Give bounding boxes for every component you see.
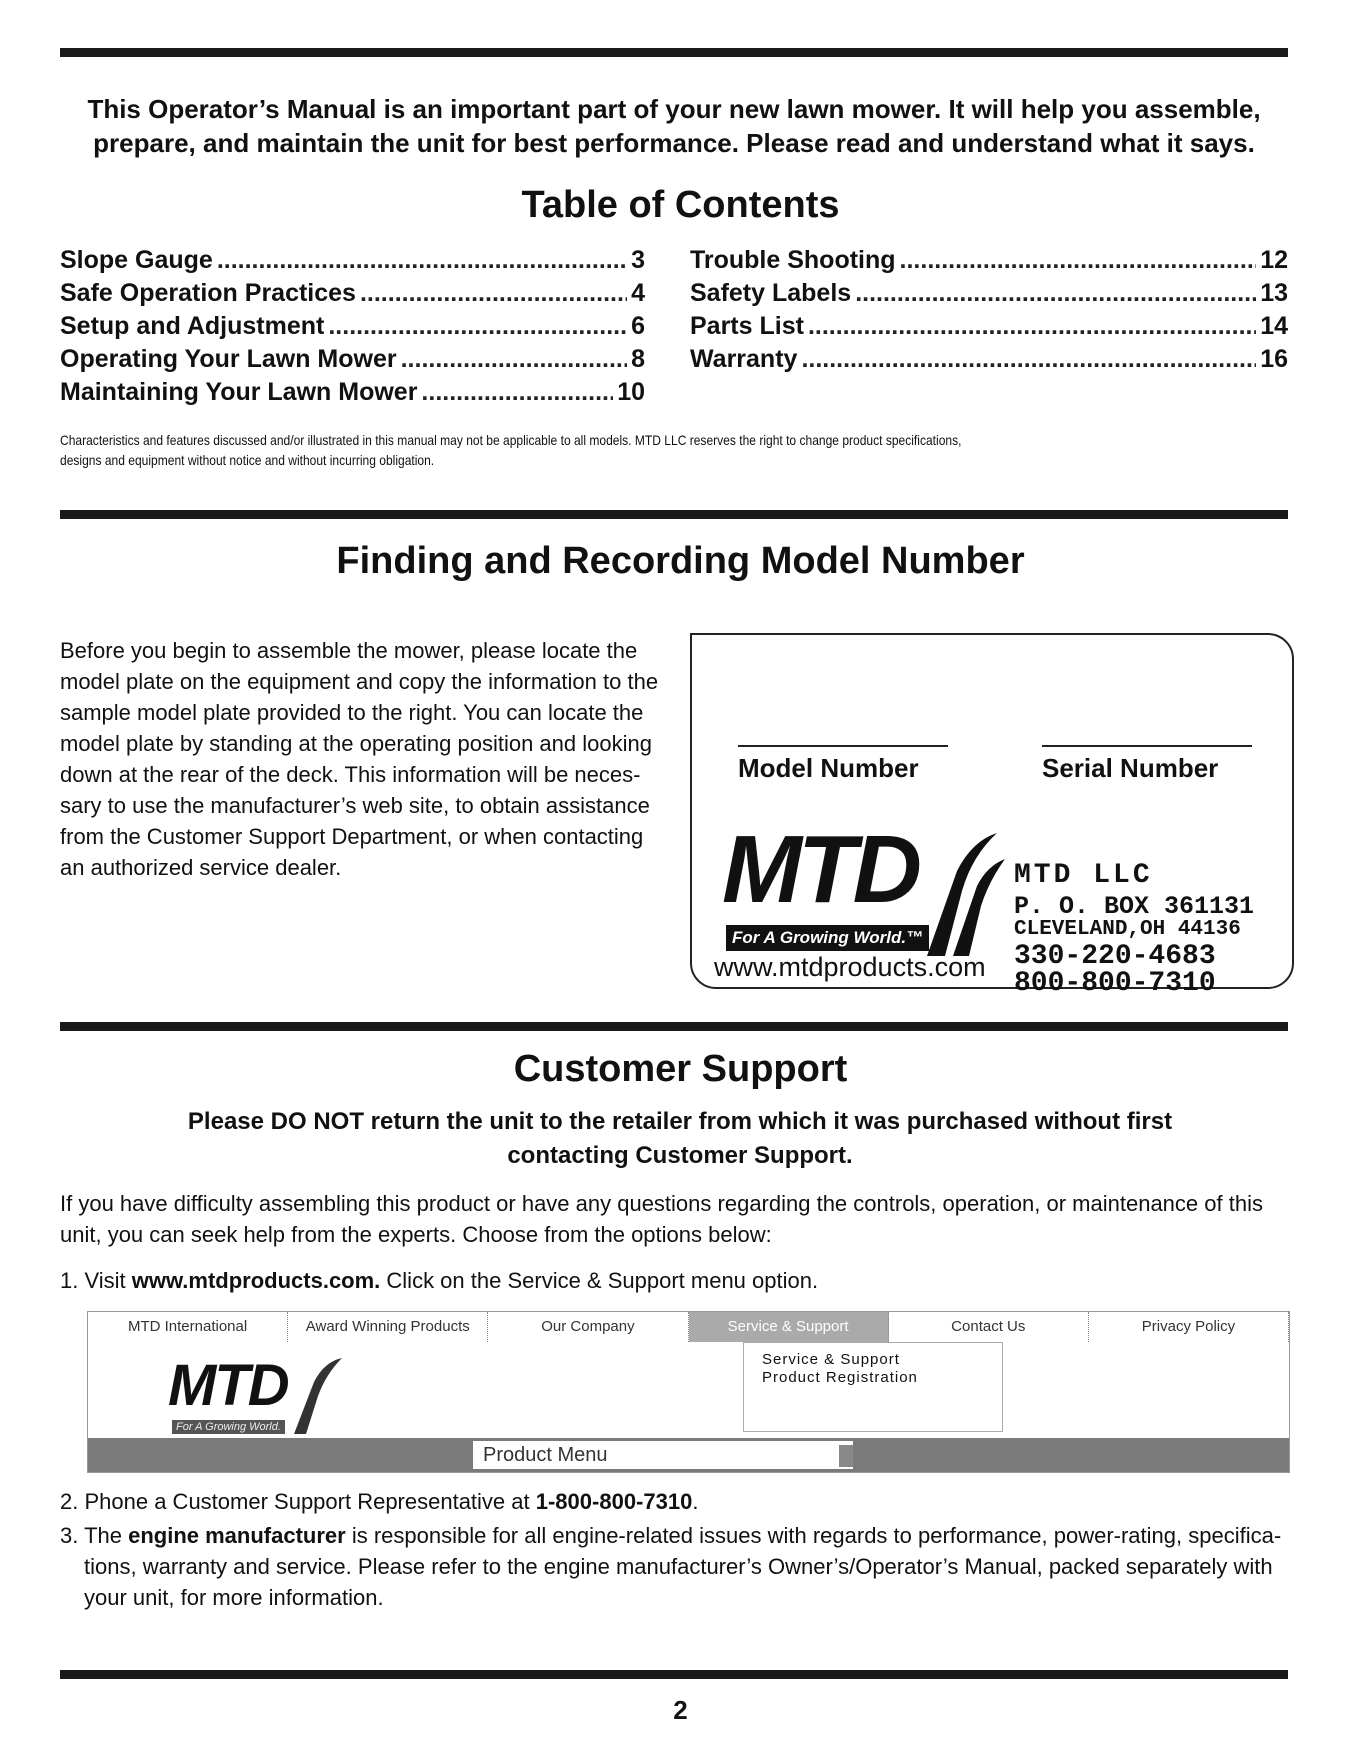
- toc-entry-label: Operating Your Lawn Mower: [60, 345, 397, 373]
- dropdown-item-registration[interactable]: Product Registration: [762, 1369, 918, 1386]
- toc-entry-page: 12: [1260, 246, 1288, 274]
- product-menu-bar: [88, 1438, 1289, 1472]
- toc-left-column: [60, 244, 645, 409]
- model-number-label: Model Number: [738, 753, 919, 783]
- nav-item-service-support[interactable]: Service & Support: [689, 1312, 889, 1342]
- toc-entry-page: 16: [1260, 345, 1288, 373]
- top-divider: [60, 48, 1288, 57]
- toc-entry-page: 6: [631, 312, 645, 340]
- engine-manufacturer-text: engine manufacturer: [128, 1523, 346, 1548]
- option-text: Phone a Customer Support Representative at: [84, 1489, 536, 1514]
- option-text: .: [692, 1489, 699, 1514]
- page-number: 2: [673, 1695, 688, 1725]
- paragraph-line: sary to use the manufacturer’s web site, to obtain assistance: [60, 793, 650, 818]
- paragraph-line: sample model plate provided to the right. You can locate the: [60, 700, 644, 725]
- list-number: 1.: [60, 1268, 79, 1293]
- customer-support-title: Customer Support: [513, 1048, 848, 1090]
- toc-entry-page: 10: [617, 378, 645, 406]
- nav-item-international[interactable]: MTD International: [88, 1312, 288, 1342]
- toc-entry[interactable]: [690, 310, 1288, 343]
- product-menu-label: Product Menu: [483, 1444, 608, 1466]
- paragraph-line: from the Customer Support Department, or when contacting: [60, 824, 644, 849]
- section-divider: [60, 1022, 1288, 1031]
- toc-entry-page: 14: [1260, 312, 1288, 340]
- website-nav: [88, 1312, 1289, 1342]
- support-option-3: [60, 1520, 1290, 1613]
- product-menu-select[interactable]: [473, 1441, 853, 1469]
- toc-entry-label: Maintaining Your Lawn Mower: [60, 378, 418, 406]
- toc-entry[interactable]: [690, 343, 1288, 376]
- mtd-tagline: For A Growing World.™: [726, 925, 929, 951]
- website-mtd-logo[interactable]: MTD: [168, 1353, 288, 1418]
- paragraph-line: model plate by standing at the operating position and looking: [60, 731, 652, 756]
- toc-entry-label: Slope Gauge: [60, 246, 213, 274]
- paragraph-line: If you have difficulty assembling this product or have any questions regarding the controls, operation, or maintenance of this: [60, 1191, 1263, 1216]
- intro-line: prepare, and maintain the unit for best performance. Please read and understand what it says.: [93, 128, 1255, 158]
- support-intro: [60, 1188, 1290, 1250]
- model-instructions: [60, 635, 660, 883]
- support-phone-number: 1-800-800-7310: [535, 1489, 693, 1514]
- intro-text: [60, 92, 1288, 160]
- toc-entry[interactable]: [60, 376, 645, 409]
- toc-right-column: [690, 244, 1288, 376]
- plate-phone-2: 800-800-7310: [1014, 968, 1216, 999]
- bottom-divider: [60, 1670, 1288, 1679]
- website-swoosh-icon: [288, 1356, 348, 1436]
- list-number: 3.: [60, 1523, 79, 1548]
- list-number: 2.: [60, 1489, 79, 1514]
- plate-city: CLEVELAND,OH 44136: [1014, 918, 1241, 941]
- nav-item-privacy[interactable]: Privacy Policy: [1089, 1312, 1289, 1342]
- toc-entry-label: Warranty: [690, 345, 798, 373]
- model-section-title: Finding and Recording Model Number: [336, 540, 1025, 582]
- paragraph-line: model plate on the equipment and copy the information to the: [60, 669, 659, 694]
- nav-item-company[interactable]: Our Company: [488, 1312, 688, 1342]
- toc-entry-page: 8: [631, 345, 645, 373]
- support-warning: [80, 1105, 1280, 1173]
- paragraph-line: unit, you can seek help from the experts. Choose from the options below:: [60, 1222, 772, 1247]
- toc-entry-label: Trouble Shooting: [690, 246, 896, 274]
- toc-entry-page: 3: [631, 246, 645, 274]
- warning-line: contacting Customer Support.: [507, 1142, 853, 1169]
- option-text: your unit, for more information.: [84, 1585, 384, 1610]
- plate-website[interactable]: www.mtdproducts.com: [714, 952, 986, 982]
- toc-entry-label: Setup and Adjustment: [60, 312, 325, 340]
- toc-entry[interactable]: [60, 343, 645, 376]
- toc-title: Table of Contents: [521, 184, 840, 226]
- dropdown-arrow-icon[interactable]: [839, 1445, 853, 1467]
- toc-entry-page: 4: [631, 279, 645, 307]
- toc-entry[interactable]: [60, 310, 645, 343]
- mtd-swoosh-icon: [917, 831, 1007, 961]
- option-text: tions, warranty and service. Please refer to the engine manufacturer’s Owner’s/Operator’s Manual, packed separately with: [84, 1554, 1273, 1579]
- nav-item-contact[interactable]: Contact Us: [889, 1312, 1089, 1342]
- support-option-1: [60, 1265, 1290, 1296]
- service-dropdown: [743, 1342, 1003, 1432]
- paragraph-line: down at the rear of the deck. This information will be neces-: [60, 762, 641, 787]
- plate-company: MTD LLC: [1014, 860, 1153, 891]
- mtd-website-link[interactable]: www.mtdproducts.com.: [131, 1268, 381, 1293]
- toc-entry-label: Parts List: [690, 312, 804, 340]
- nav-item-awards[interactable]: Award Winning Products: [288, 1312, 488, 1342]
- website-tagline: For A Growing World.: [172, 1420, 285, 1434]
- toc-entry[interactable]: [60, 244, 645, 277]
- option-text: is responsible for all engine-related issues with regards to performance, power-rating, specifica-: [345, 1523, 1282, 1548]
- toc-entry[interactable]: [60, 277, 645, 310]
- option-text: The: [84, 1523, 129, 1548]
- toc-entry[interactable]: [690, 244, 1288, 277]
- option-text: Click on the Service & Support menu option.: [380, 1268, 819, 1293]
- toc-entry-page: 13: [1260, 279, 1288, 307]
- disclaimer-line: Characteristics and features discussed and/or illustrated in this manual may not be applicable to all models. MTD LLC reserves the right to change product specifications,: [60, 432, 962, 448]
- warning-line: Please DO NOT return the unit to the retailer from which it was purchased without first: [187, 1108, 1173, 1135]
- disclaimer-line: designs and equipment without notice and without incurring obligation.: [60, 452, 435, 468]
- mtd-logo: MTD: [722, 816, 918, 923]
- website-screenshot: [87, 1311, 1290, 1473]
- model-plate: [690, 633, 1294, 999]
- serial-number-label: Serial Number: [1042, 753, 1219, 783]
- model-number-line[interactable]: [738, 745, 948, 747]
- intro-line: This Operator’s Manual is an important part of your new lawn mower. It will help you assemble,: [87, 94, 1261, 124]
- option-text: Visit: [84, 1268, 132, 1293]
- serial-number-line[interactable]: [1042, 745, 1252, 747]
- toc-entry-label: Safe Operation Practices: [60, 279, 356, 307]
- paragraph-line: an authorized service dealer.: [60, 855, 342, 880]
- plate-phone-1: 330-220-4683: [1014, 941, 1216, 972]
- section-divider: [60, 510, 1288, 519]
- plate-po-box: P. O. BOX 361131: [1014, 892, 1255, 921]
- toc-entry[interactable]: [690, 277, 1288, 310]
- disclaimer: [60, 430, 1290, 470]
- dropdown-item-service[interactable]: Service & Support: [762, 1351, 900, 1368]
- support-option-2: [60, 1486, 1290, 1517]
- paragraph-line: Before you begin to assemble the mower, please locate the: [60, 638, 638, 663]
- toc-entry-label: Safety Labels: [690, 279, 852, 307]
